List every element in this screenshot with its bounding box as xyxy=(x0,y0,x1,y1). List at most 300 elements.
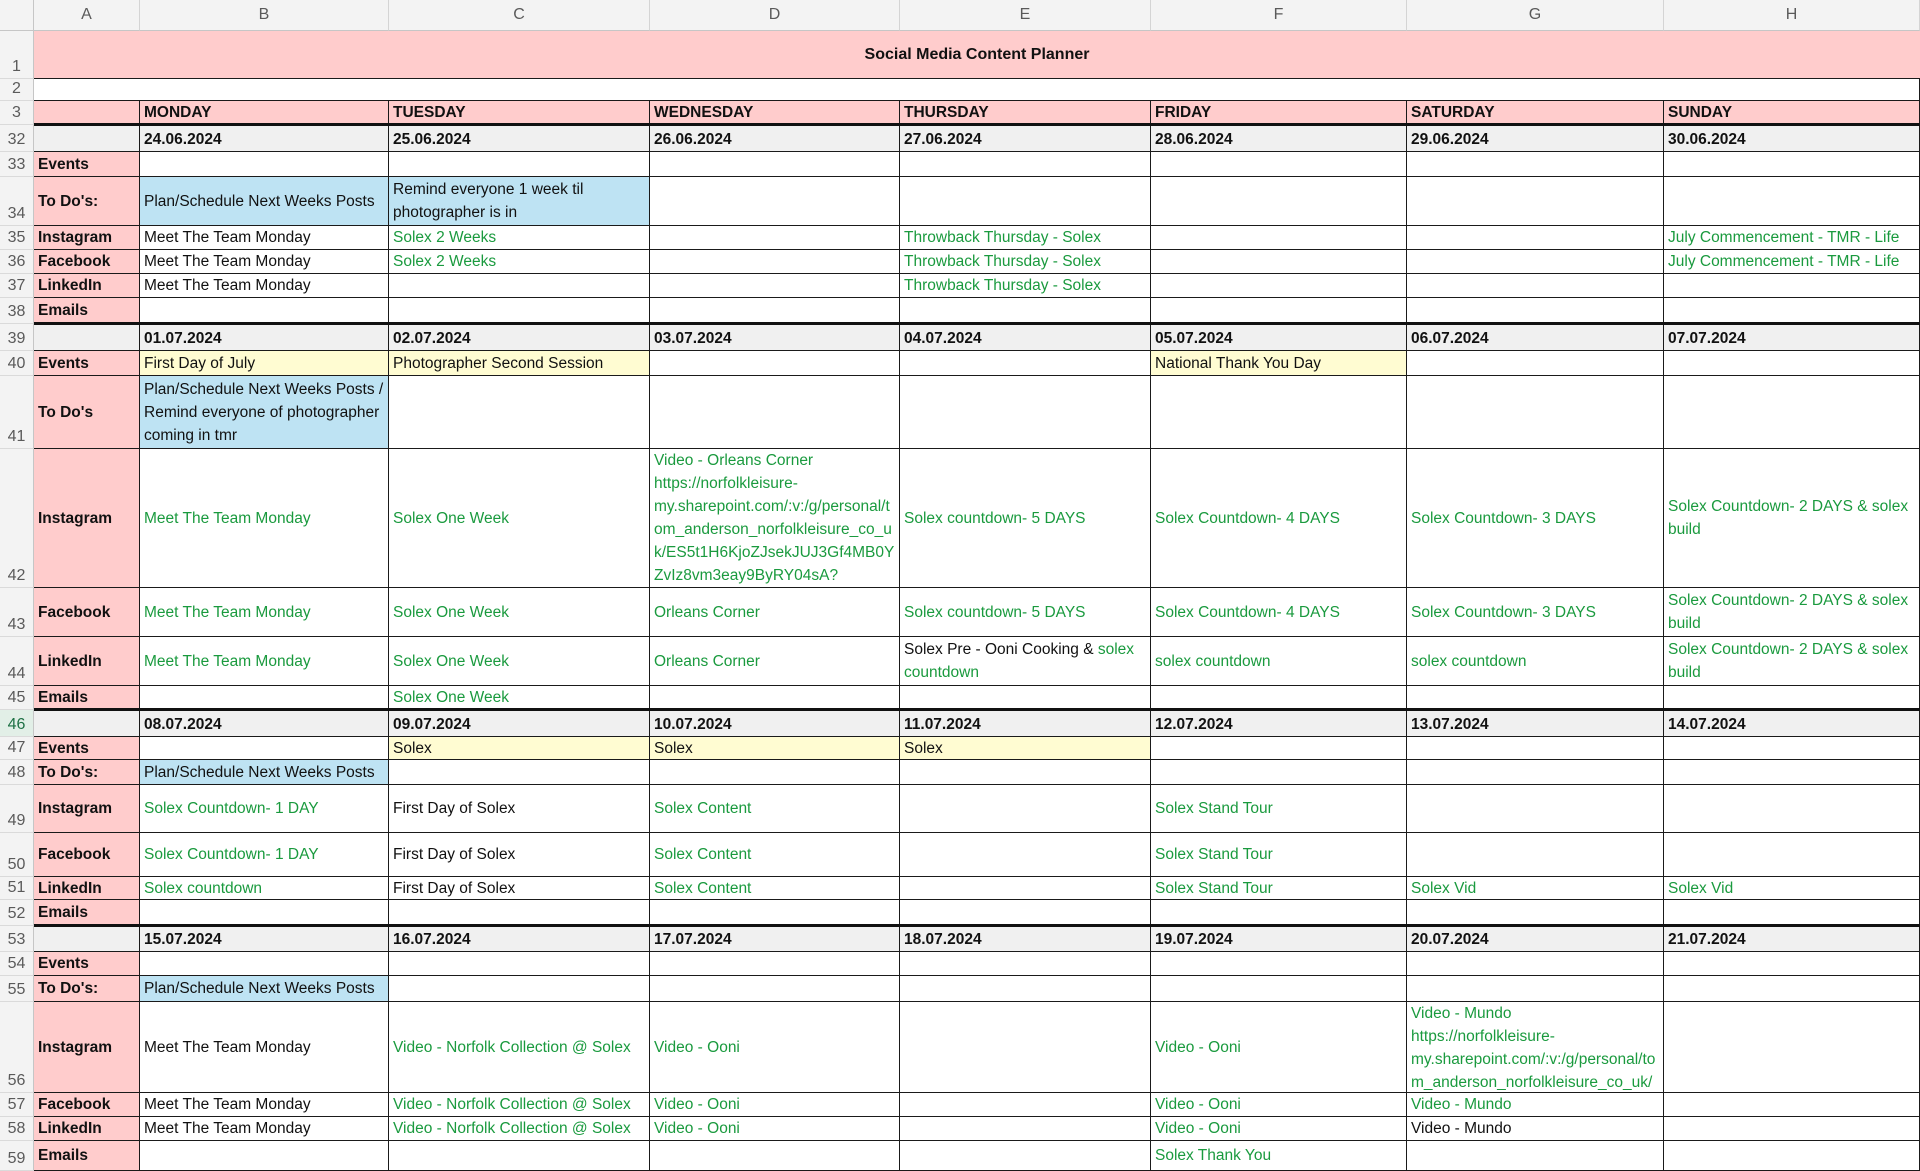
cell-emails-06.07.2024[interactable] xyxy=(1407,686,1664,710)
cell-dates-25.06.2024[interactable] xyxy=(389,125,650,152)
row-header-52[interactable]: 52 xyxy=(0,900,34,926)
cell-text: Instagram xyxy=(38,509,113,527)
cell-facebook-02.07.2024[interactable] xyxy=(389,588,650,637)
cell-events-15.07.2024[interactable] xyxy=(140,952,389,976)
cell-facebook-15.07.2024[interactable] xyxy=(140,1093,389,1117)
cell-dates-21.07.2024[interactable] xyxy=(1664,926,1920,952)
cell-text: Video - Ooni xyxy=(654,1120,740,1137)
cell-linkedin-26.06.2024[interactable] xyxy=(650,274,900,298)
cell-linkedin-28.06.2024[interactable] xyxy=(1151,274,1407,298)
week-date-label-cell[interactable] xyxy=(34,926,140,952)
cell-events-25.06.2024[interactable] xyxy=(389,152,650,177)
cell-facebook-03.07.2024[interactable] xyxy=(650,588,900,637)
cell-linkedin-06.07.2024[interactable] xyxy=(1407,637,1664,686)
cell-todos-21.07.2024[interactable] xyxy=(1664,976,1920,1002)
row-label-todos[interactable] xyxy=(34,976,140,1002)
week-date-label-cell[interactable] xyxy=(34,324,140,351)
row-label-linkedin[interactable] xyxy=(34,274,140,298)
cell-todos-11.07.2024[interactable] xyxy=(900,760,1151,785)
cell-instagram-04.07.2024[interactable] xyxy=(900,449,1151,588)
cell-todos-25.06.2024[interactable] xyxy=(389,177,650,226)
row-label-emails[interactable] xyxy=(34,298,140,324)
day-header-monday[interactable] xyxy=(140,101,389,125)
cell-instagram-16.07.2024[interactable] xyxy=(389,1002,650,1093)
row-header-51[interactable]: 51 xyxy=(0,877,34,900)
cell-dates-09.07.2024[interactable] xyxy=(389,710,650,737)
blank-row[interactable] xyxy=(34,79,1920,101)
cell-facebook-19.07.2024[interactable] xyxy=(1151,1093,1407,1117)
cell-linkedin-19.07.2024[interactable] xyxy=(1151,1117,1407,1141)
row-header-59[interactable]: 59 xyxy=(0,1141,34,1171)
cell-todos-14.07.2024[interactable] xyxy=(1664,760,1920,785)
cell-emails-26.06.2024[interactable] xyxy=(650,298,900,324)
row-label-todos[interactable] xyxy=(34,177,140,226)
cell-linkedin-17.07.2024[interactable] xyxy=(650,1117,900,1141)
cell-events-12.07.2024[interactable] xyxy=(1151,737,1407,760)
cell-instagram-27.06.2024[interactable] xyxy=(900,226,1151,250)
cell-emails-28.06.2024[interactable] xyxy=(1151,298,1407,324)
cell-events-03.07.2024[interactable] xyxy=(650,351,900,376)
cell-text: Solex Stand Tour xyxy=(1155,879,1273,897)
cell-todos-04.07.2024[interactable] xyxy=(900,376,1151,449)
cell-emails-05.07.2024[interactable] xyxy=(1151,686,1407,710)
cell-emails-09.07.2024[interactable] xyxy=(389,900,650,926)
cell-instagram-24.06.2024[interactable] xyxy=(140,226,389,250)
cell-dates-07.07.2024[interactable] xyxy=(1664,324,1920,351)
row-header-1[interactable]: 1 xyxy=(0,31,34,79)
cell-text: 15.07.2024 xyxy=(144,931,222,948)
cell-todos-05.07.2024[interactable] xyxy=(1151,376,1407,449)
row-header-49[interactable]: 49 xyxy=(0,785,34,833)
cell-emails-27.06.2024[interactable] xyxy=(900,298,1151,324)
linkedin-green-text: solex countdown xyxy=(904,641,1135,681)
cell-facebook-10.07.2024[interactable] xyxy=(650,833,900,877)
cell-linkedin-24.06.2024[interactable] xyxy=(140,274,389,298)
cell-linkedin-30.06.2024[interactable] xyxy=(1664,274,1920,298)
cell-dates-20.07.2024[interactable] xyxy=(1407,926,1664,952)
cell-emails-03.07.2024[interactable] xyxy=(650,686,900,710)
cell-text: Video - Mundo xyxy=(1411,1096,1512,1113)
cell-linkedin-02.07.2024[interactable] xyxy=(389,637,650,686)
cell-instagram-01.07.2024[interactable] xyxy=(140,449,389,588)
cell-todos-03.07.2024[interactable] xyxy=(650,376,900,449)
row-header-50[interactable]: 50 xyxy=(0,833,34,877)
cell-events-21.07.2024[interactable] xyxy=(1664,952,1920,976)
row-header-40[interactable]: 40 xyxy=(0,351,34,376)
cell-events-29.06.2024[interactable] xyxy=(1407,152,1664,177)
cell-todos-09.07.2024[interactable] xyxy=(389,760,650,785)
cell-dates-27.06.2024[interactable] xyxy=(900,125,1151,152)
row-header-45[interactable]: 45 xyxy=(0,686,34,710)
cell-emails-18.07.2024[interactable] xyxy=(900,1141,1151,1171)
cell-facebook-01.07.2024[interactable] xyxy=(140,588,389,637)
cell-facebook-08.07.2024[interactable] xyxy=(140,833,389,877)
cell-text: Video - Mundo https://norfolkleisure-my.sharepoint.com/:v:/g/personal/tom_anderson_norfolkleisure_co_uk/ xyxy=(1411,1005,1656,1091)
cell-facebook-06.07.2024[interactable] xyxy=(1407,588,1664,637)
cell-todos-02.07.2024[interactable] xyxy=(389,376,650,449)
cell-todos-16.07.2024[interactable] xyxy=(389,976,650,1002)
cell-todos-15.07.2024[interactable] xyxy=(140,976,389,1002)
cell-linkedin-27.06.2024[interactable] xyxy=(900,274,1151,298)
cell-instagram-05.07.2024[interactable] xyxy=(1151,449,1407,588)
cell-todos-19.07.2024[interactable] xyxy=(1151,976,1407,1002)
cell-events-17.07.2024[interactable] xyxy=(650,952,900,976)
week-date-label-cell[interactable] xyxy=(34,125,140,152)
row-header-58[interactable]: 58 xyxy=(0,1117,34,1141)
cell-text: 25.06.2024 xyxy=(393,131,471,148)
cell-events-09.07.2024[interactable] xyxy=(389,737,650,760)
cell-text: Plan/Schedule Next Weeks Posts / Remind everyone of photographer coming in tmr xyxy=(144,380,384,444)
cell-instagram-26.06.2024[interactable] xyxy=(650,226,900,250)
cell-linkedin-13.07.2024[interactable] xyxy=(1407,877,1664,900)
cell-text: 29.06.2024 xyxy=(1411,131,1489,148)
cell-facebook-18.07.2024[interactable] xyxy=(900,1093,1151,1117)
day-header-saturday[interactable] xyxy=(1407,101,1664,125)
cell-instagram-03.07.2024[interactable] xyxy=(650,449,900,588)
row-label-events[interactable] xyxy=(34,952,140,976)
cell-dates-26.06.2024[interactable] xyxy=(650,125,900,152)
column-header-g[interactable]: G xyxy=(1407,0,1664,31)
cell-linkedin-16.07.2024[interactable] xyxy=(389,1117,650,1141)
cell-facebook-17.07.2024[interactable] xyxy=(650,1093,900,1117)
header-blank-cell[interactable] xyxy=(34,101,140,125)
cell-events-10.07.2024[interactable] xyxy=(650,737,900,760)
row-header-57[interactable]: 57 xyxy=(0,1093,34,1117)
cell-instagram-07.07.2024[interactable] xyxy=(1664,449,1920,588)
cell-instagram-30.06.2024[interactable] xyxy=(1664,226,1920,250)
cell-text: Meet The Team Monday xyxy=(144,229,311,246)
cell-emails-01.07.2024[interactable] xyxy=(140,686,389,710)
cell-dates-17.07.2024[interactable] xyxy=(650,926,900,952)
row-header-43[interactable]: 43 xyxy=(0,588,34,637)
cell-todos-28.06.2024[interactable] xyxy=(1151,177,1407,226)
cell-todos-29.06.2024[interactable] xyxy=(1407,177,1664,226)
row-header-2[interactable]: 2 xyxy=(0,79,34,101)
cell-facebook-30.06.2024[interactable] xyxy=(1664,250,1920,274)
cell-linkedin-21.07.2024[interactable] xyxy=(1664,1117,1920,1141)
cell-linkedin-25.06.2024[interactable] xyxy=(389,274,650,298)
cell-emails-17.07.2024[interactable] xyxy=(650,1141,900,1171)
cell-todos-12.07.2024[interactable] xyxy=(1151,760,1407,785)
cell-text: 27.06.2024 xyxy=(904,131,982,148)
cell-emails-25.06.2024[interactable] xyxy=(389,298,650,324)
day-header-tuesday[interactable] xyxy=(389,101,650,125)
cell-emails-29.06.2024[interactable] xyxy=(1407,298,1664,324)
row-header-47[interactable]: 47 xyxy=(0,737,34,760)
cell-instagram-12.07.2024[interactable] xyxy=(1151,785,1407,833)
row-label-facebook[interactable] xyxy=(34,833,140,877)
cell-linkedin-20.07.2024[interactable] xyxy=(1407,1117,1664,1141)
cell-dates-18.07.2024[interactable] xyxy=(900,926,1151,952)
day-header-friday[interactable] xyxy=(1151,101,1407,125)
cell-linkedin-08.07.2024[interactable] xyxy=(140,877,389,900)
row-header-48[interactable]: 48 xyxy=(0,760,34,785)
row-header-46[interactable]: 46 xyxy=(0,710,34,737)
select-all-corner[interactable] xyxy=(0,0,34,31)
row-label-instagram[interactable] xyxy=(34,449,140,588)
cell-todos-17.07.2024[interactable] xyxy=(650,976,900,1002)
row-label-events[interactable] xyxy=(34,737,140,760)
cell-events-19.07.2024[interactable] xyxy=(1151,952,1407,976)
cell-dates-05.07.2024[interactable] xyxy=(1151,324,1407,351)
row-label-linkedin[interactable] xyxy=(34,877,140,900)
cell-dates-03.07.2024[interactable] xyxy=(650,324,900,351)
cell-instagram-25.06.2024[interactable] xyxy=(389,226,650,250)
row-label-instagram[interactable] xyxy=(34,1002,140,1093)
cell-emails-20.07.2024[interactable] xyxy=(1407,1141,1664,1171)
column-header-e[interactable]: E xyxy=(900,0,1151,31)
cell-facebook-28.06.2024[interactable] xyxy=(1151,250,1407,274)
cell-emails-16.07.2024[interactable] xyxy=(389,1141,650,1171)
cell-instagram-19.07.2024[interactable] xyxy=(1151,1002,1407,1093)
cell-facebook-04.07.2024[interactable] xyxy=(900,588,1151,637)
row-header-55[interactable]: 55 xyxy=(0,976,34,1002)
row-header-54[interactable]: 54 xyxy=(0,952,34,976)
cell-dates-08.07.2024[interactable] xyxy=(140,710,389,737)
cell-facebook-11.07.2024[interactable] xyxy=(900,833,1151,877)
cell-dates-28.06.2024[interactable] xyxy=(1151,125,1407,152)
row-header-38[interactable]: 38 xyxy=(0,298,34,324)
cell-events-06.07.2024[interactable] xyxy=(1407,351,1664,376)
cell-dates-24.06.2024[interactable] xyxy=(140,125,389,152)
cell-emails-04.07.2024[interactable] xyxy=(900,686,1151,710)
cell-instagram-08.07.2024[interactable] xyxy=(140,785,389,833)
cell-events-18.07.2024[interactable] xyxy=(900,952,1151,976)
cell-linkedin-29.06.2024[interactable] xyxy=(1407,274,1664,298)
cell-events-30.06.2024[interactable] xyxy=(1664,152,1920,177)
cell-facebook-12.07.2024[interactable] xyxy=(1151,833,1407,877)
cell-todos-01.07.2024[interactable] xyxy=(140,376,389,449)
row-label-linkedin[interactable] xyxy=(34,637,140,686)
cell-text: Solex Countdown- 2 DAYS & solex build xyxy=(1668,592,1909,632)
cell-todos-07.07.2024[interactable] xyxy=(1664,376,1920,449)
cell-instagram-21.07.2024[interactable] xyxy=(1664,1002,1920,1093)
cell-emails-13.07.2024[interactable] xyxy=(1407,900,1664,926)
column-header-h[interactable]: H xyxy=(1664,0,1920,31)
cell-text: 24.06.2024 xyxy=(144,131,222,148)
cell-facebook-16.07.2024[interactable] xyxy=(389,1093,650,1117)
cell-todos-20.07.2024[interactable] xyxy=(1407,976,1664,1002)
cell-emails-19.07.2024[interactable] xyxy=(1151,1141,1407,1171)
row-header-42[interactable]: 42 xyxy=(0,449,34,588)
cell-events-28.06.2024[interactable] xyxy=(1151,152,1407,177)
cell-dates-04.07.2024[interactable] xyxy=(900,324,1151,351)
row-label-instagram[interactable] xyxy=(34,785,140,833)
cell-todos-27.06.2024[interactable] xyxy=(900,177,1151,226)
cell-instagram-20.07.2024[interactable] xyxy=(1407,1002,1664,1093)
cell-text: Solex Content xyxy=(654,800,752,817)
row-header-32[interactable]: 32 xyxy=(0,125,34,152)
row-header-44[interactable]: 44 xyxy=(0,637,34,686)
row-header-39[interactable]: 39 xyxy=(0,324,34,351)
cell-facebook-27.06.2024[interactable] xyxy=(900,250,1151,274)
cell-instagram-29.06.2024[interactable] xyxy=(1407,226,1664,250)
cell-instagram-17.07.2024[interactable] xyxy=(650,1002,900,1093)
cell-text: Throwback Thursday - Solex xyxy=(904,253,1101,270)
column-header-d[interactable]: D xyxy=(650,0,900,31)
row-header-36[interactable]: 36 xyxy=(0,250,34,274)
cell-dates-13.07.2024[interactable] xyxy=(1407,710,1664,737)
row-label-facebook[interactable] xyxy=(34,1093,140,1117)
week-date-label-cell[interactable] xyxy=(34,710,140,737)
cell-events-13.07.2024[interactable] xyxy=(1407,737,1664,760)
cell-dates-15.07.2024[interactable] xyxy=(140,926,389,952)
cell-todos-08.07.2024[interactable] xyxy=(140,760,389,785)
cell-text: Orleans Corner xyxy=(654,603,760,621)
cell-facebook-25.06.2024[interactable] xyxy=(389,250,650,274)
cell-todos-30.06.2024[interactable] xyxy=(1664,177,1920,226)
cell-events-04.07.2024[interactable] xyxy=(900,351,1151,376)
row-header-35[interactable]: 35 xyxy=(0,226,34,250)
row-header-56[interactable]: 56 xyxy=(0,1002,34,1093)
cell-text: July Commencement - TMR - Life xyxy=(1668,229,1900,246)
week-separator xyxy=(34,708,1920,711)
cell-emails-07.07.2024[interactable] xyxy=(1664,686,1920,710)
cell-instagram-18.07.2024[interactable] xyxy=(900,1002,1151,1093)
row-label-emails[interactable] xyxy=(34,686,140,710)
row-label-instagram[interactable] xyxy=(34,226,140,250)
cell-events-24.06.2024[interactable] xyxy=(140,152,389,177)
cell-events-14.07.2024[interactable] xyxy=(1664,737,1920,760)
cell-instagram-06.07.2024[interactable] xyxy=(1407,449,1664,588)
cell-linkedin-04.07.2024[interactable] xyxy=(900,637,1151,686)
cell-events-27.06.2024[interactable] xyxy=(900,152,1151,177)
cell-dates-16.07.2024[interactable] xyxy=(389,926,650,952)
cell-todos-26.06.2024[interactable] xyxy=(650,177,900,226)
column-header-f[interactable]: F xyxy=(1151,0,1407,31)
cell-emails-21.07.2024[interactable] xyxy=(1664,1141,1920,1171)
cell-facebook-13.07.2024[interactable] xyxy=(1407,833,1664,877)
cell-text: Meet The Team Monday xyxy=(144,603,311,621)
cell-facebook-07.07.2024[interactable] xyxy=(1664,588,1920,637)
row-label-todos[interactable] xyxy=(34,376,140,449)
planner-title[interactable]: Social Media Content Planner xyxy=(34,31,1920,79)
cell-facebook-14.07.2024[interactable] xyxy=(1664,833,1920,877)
cell-events-05.07.2024[interactable] xyxy=(1151,351,1407,376)
column-header-c[interactable]: C xyxy=(389,0,650,31)
cell-linkedin-05.07.2024[interactable] xyxy=(1151,637,1407,686)
cell-instagram-09.07.2024[interactable] xyxy=(389,785,650,833)
cell-dates-29.06.2024[interactable] xyxy=(1407,125,1664,152)
cell-instagram-14.07.2024[interactable] xyxy=(1664,785,1920,833)
cell-linkedin-03.07.2024[interactable] xyxy=(650,637,900,686)
cell-dates-10.07.2024[interactable] xyxy=(650,710,900,737)
cell-linkedin-12.07.2024[interactable] xyxy=(1151,877,1407,900)
cell-emails-12.07.2024[interactable] xyxy=(1151,900,1407,926)
column-header-a[interactable]: A xyxy=(34,0,140,31)
cell-todos-06.07.2024[interactable] xyxy=(1407,376,1664,449)
cell-dates-11.07.2024[interactable] xyxy=(900,710,1151,737)
cell-linkedin-07.07.2024[interactable] xyxy=(1664,637,1920,686)
cell-text: Solex Countdown- 3 DAYS xyxy=(1411,509,1596,527)
cell-facebook-21.07.2024[interactable] xyxy=(1664,1093,1920,1117)
row-header-34[interactable]: 34 xyxy=(0,177,34,226)
cell-events-26.06.2024[interactable] xyxy=(650,152,900,177)
row-header-37[interactable]: 37 xyxy=(0,274,34,298)
cell-instagram-11.07.2024[interactable] xyxy=(900,785,1151,833)
cell-dates-14.07.2024[interactable] xyxy=(1664,710,1920,737)
cell-emails-11.07.2024[interactable] xyxy=(900,900,1151,926)
cell-instagram-10.07.2024[interactable] xyxy=(650,785,900,833)
cell-instagram-15.07.2024[interactable] xyxy=(140,1002,389,1093)
cell-dates-30.06.2024[interactable] xyxy=(1664,125,1920,152)
cell-dates-06.07.2024[interactable] xyxy=(1407,324,1664,351)
cell-facebook-29.06.2024[interactable] xyxy=(1407,250,1664,274)
cell-text: 10.07.2024 xyxy=(654,716,732,733)
cell-events-11.07.2024[interactable] xyxy=(900,737,1151,760)
row-label-events[interactable] xyxy=(34,351,140,376)
cell-todos-18.07.2024[interactable] xyxy=(900,976,1151,1002)
cell-emails-02.07.2024[interactable] xyxy=(389,686,650,710)
cell-text: Solex Vid xyxy=(1668,879,1734,897)
cell-dates-02.07.2024[interactable] xyxy=(389,324,650,351)
cell-emails-14.07.2024[interactable] xyxy=(1664,900,1920,926)
cell-text: Solex Stand Tour xyxy=(1155,800,1273,817)
cell-events-07.07.2024[interactable] xyxy=(1664,351,1920,376)
row-header-41[interactable]: 41 xyxy=(0,376,34,449)
cell-events-01.07.2024[interactable] xyxy=(140,351,389,376)
cell-emails-24.06.2024[interactable] xyxy=(140,298,389,324)
cell-facebook-26.06.2024[interactable] xyxy=(650,250,900,274)
cell-instagram-13.07.2024[interactable] xyxy=(1407,785,1664,833)
cell-emails-15.07.2024[interactable] xyxy=(140,1141,389,1171)
row-label-emails[interactable] xyxy=(34,900,140,926)
cell-emails-30.06.2024[interactable] xyxy=(1664,298,1920,324)
cell-events-16.07.2024[interactable] xyxy=(389,952,650,976)
cell-todos-10.07.2024[interactable] xyxy=(650,760,900,785)
cell-dates-19.07.2024[interactable] xyxy=(1151,926,1407,952)
cell-facebook-20.07.2024[interactable] xyxy=(1407,1093,1664,1117)
cell-instagram-02.07.2024[interactable] xyxy=(389,449,650,588)
cell-linkedin-01.07.2024[interactable] xyxy=(140,637,389,686)
row-label-events[interactable] xyxy=(34,152,140,177)
cell-linkedin-11.07.2024[interactable] xyxy=(900,877,1151,900)
cell-events-08.07.2024[interactable] xyxy=(140,737,389,760)
row-header-3[interactable]: 3 xyxy=(0,101,34,125)
cell-events-02.07.2024[interactable] xyxy=(389,351,650,376)
cell-linkedin-14.07.2024[interactable] xyxy=(1664,877,1920,900)
cell-text: Solex One Week xyxy=(393,509,510,527)
cell-text: 02.07.2024 xyxy=(393,330,471,347)
cell-events-20.07.2024[interactable] xyxy=(1407,952,1664,976)
cell-emails-10.07.2024[interactable] xyxy=(650,900,900,926)
cell-dates-12.07.2024[interactable] xyxy=(1151,710,1407,737)
cell-instagram-28.06.2024[interactable] xyxy=(1151,226,1407,250)
day-header-sunday[interactable] xyxy=(1664,101,1920,125)
row-header-53[interactable]: 53 xyxy=(0,926,34,952)
cell-emails-08.07.2024[interactable] xyxy=(140,900,389,926)
cell-dates-01.07.2024[interactable] xyxy=(140,324,389,351)
cell-todos-13.07.2024[interactable] xyxy=(1407,760,1664,785)
column-header-b[interactable]: B xyxy=(140,0,389,31)
cell-facebook-09.07.2024[interactable] xyxy=(389,833,650,877)
row-label-linkedin[interactable] xyxy=(34,1117,140,1141)
row-header-33[interactable]: 33 xyxy=(0,152,34,177)
cell-facebook-05.07.2024[interactable] xyxy=(1151,588,1407,637)
day-header-wednesday[interactable] xyxy=(650,101,900,125)
cell-facebook-24.06.2024[interactable] xyxy=(140,250,389,274)
row-label-facebook[interactable] xyxy=(34,588,140,637)
cell-linkedin-09.07.2024[interactable] xyxy=(389,877,650,900)
cell-linkedin-18.07.2024[interactable] xyxy=(900,1117,1151,1141)
cell-todos-24.06.2024[interactable] xyxy=(140,177,389,226)
cell-linkedin-10.07.2024[interactable] xyxy=(650,877,900,900)
cell-linkedin-15.07.2024[interactable] xyxy=(140,1117,389,1141)
day-header-thursday[interactable] xyxy=(900,101,1151,125)
row-label-todos[interactable] xyxy=(34,760,140,785)
row-label-emails[interactable] xyxy=(34,1141,140,1171)
row-label-facebook[interactable] xyxy=(34,250,140,274)
